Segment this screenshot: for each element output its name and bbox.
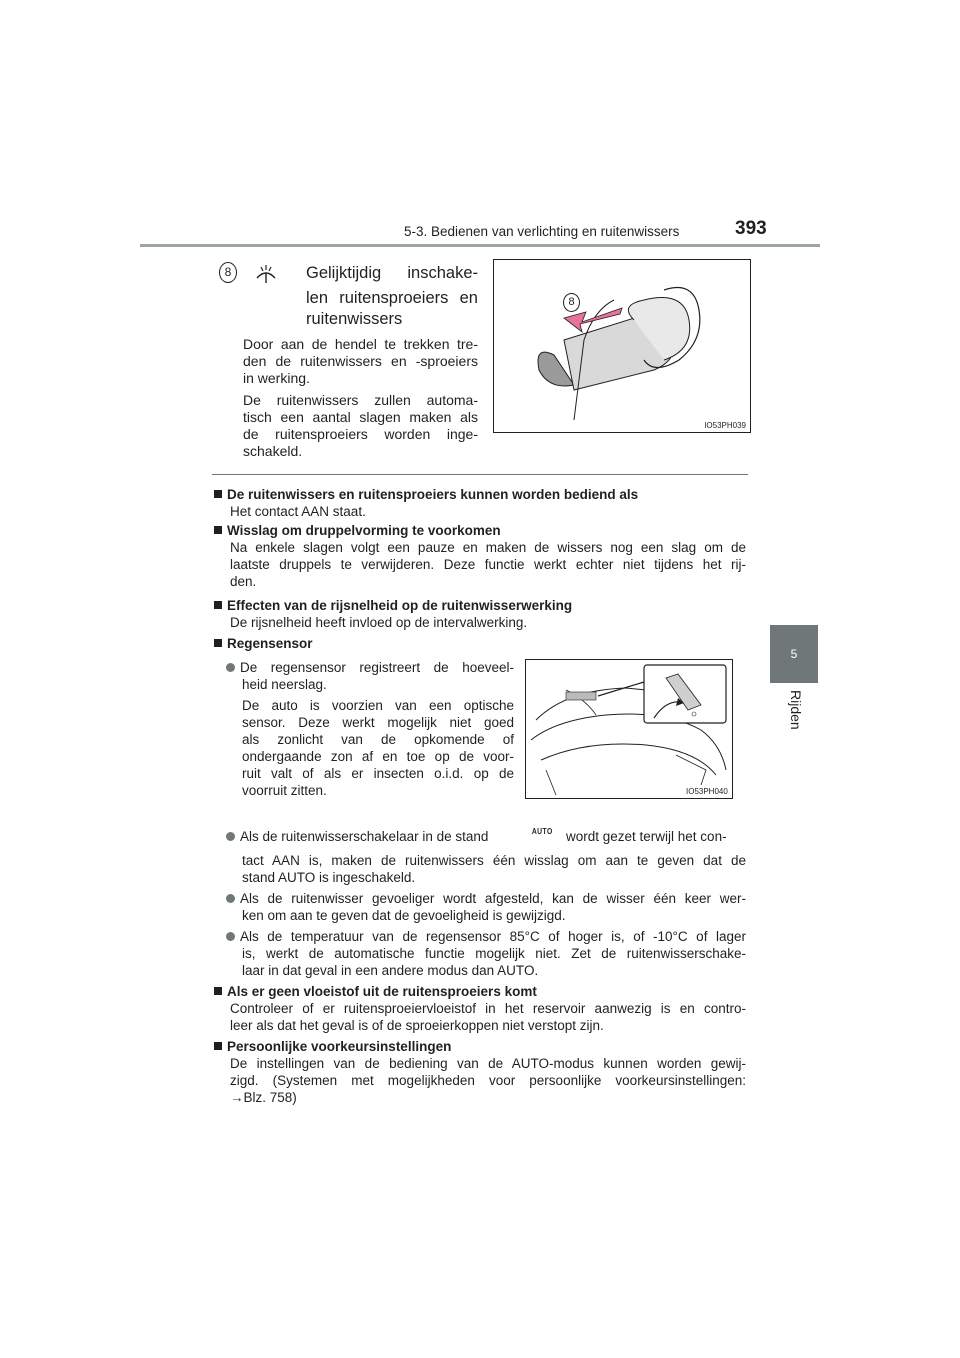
item-8-para1-line-1: Door aan de hendel te trekken tre- <box>243 336 478 352</box>
bullet-text: laar in dat geval in een andere modus dan AUTO. <box>242 963 539 978</box>
section-heading-operable: De ruitenwissers en ruitensproeiers kunnen worden bediend als <box>214 486 638 503</box>
section-text: den. <box>230 574 257 589</box>
bullet-text: ken om aan te geven dat de gevoeligheid is gewijzigd. <box>242 908 566 923</box>
wiper-lever-illustration <box>494 260 750 432</box>
chapter-tab <box>770 625 818 683</box>
washer-wiper-icon <box>254 262 278 286</box>
rain-sensor-figure <box>525 659 733 799</box>
section-heading-rain-sensor: Regensensor <box>214 635 313 652</box>
item-8-heading-line-3: ruitenwissers <box>306 310 403 328</box>
section-heading-customization: Persoonlijke voorkeursinstellingen <box>214 1038 451 1055</box>
section-heading-droplet: Wisslag om druppelvorming te voorkomen <box>214 522 501 539</box>
section-text: De rijsnelheid heeft invloed op de intervalwerking. <box>230 615 528 630</box>
header-rule <box>140 244 820 247</box>
chapter-label-text: Rijden <box>788 690 804 730</box>
bullet-item: Als de ruitenwisser gevoeliger wordt afgesteld, kan de wisser één keer wer- <box>226 890 746 907</box>
bullet-text: is, werkt de automatische functie mogelijk niet. Zet de ruitenwisserschake- <box>242 946 746 961</box>
section-text: zigd. (Systemen met mogelijkheden voor persoonlijke voorkeursinstellingen: <box>230 1073 746 1088</box>
bullet-text: als zonlicht van de opkomende of <box>242 732 514 747</box>
bullet-item: De regensensor registreert de hoeveel- <box>226 659 514 676</box>
item-8-marker: 8 <box>219 262 237 283</box>
auto-mode-icon: AUTO <box>531 827 553 836</box>
section-heading-no-fluid: Als er geen vloeistof uit de ruitensproeiers komt <box>214 983 537 1000</box>
figure-item-8-marker: 8 <box>563 293 580 312</box>
section-text: Controleer of er ruitensproeiervloeistof in het reservoir aanwezig is en contro- <box>230 1001 746 1016</box>
bullet-item: Als de temperatuur van de regensensor 85°C of hoger is, of -10°C of lager <box>226 928 746 945</box>
section-text: Na enkele slagen volgt een pauze en maken de wissers nog een slag om de <box>230 540 746 555</box>
item-8-heading-line-1: Gelijktijdig inschake- <box>306 264 478 282</box>
rain-sensor-illustration <box>526 660 732 798</box>
bullet-text: ondergaande zon af en toe op de voor- <box>242 749 514 764</box>
chapter-number: 5 <box>790 647 798 661</box>
bullet-text: voorruit zitten. <box>242 783 327 798</box>
item-8-para2-line-1: De ruitenwissers zullen automa- <box>243 392 478 408</box>
bullet-text: heid neerslag. <box>242 677 327 692</box>
section-text: Het contact AAN staat. <box>230 504 366 519</box>
page-reference-link[interactable]: →Blz. 758) <box>230 1090 297 1105</box>
figure-code: IO53PH039 <box>704 421 746 430</box>
bullet-text: tact AAN is, maken de ruitenwissers één wisslag om aan te geven dat de <box>242 853 746 868</box>
item-8-para2-line-2: tisch een aantal slagen maken als <box>243 409 478 425</box>
figure-code: IO53PH040 <box>686 787 728 796</box>
page-number: 393 <box>735 218 767 239</box>
item-8-para2-line-3: de ruitensproeiers worden inge- <box>243 426 478 442</box>
item-8-heading-line-2: len ruitensproeiers en <box>306 289 478 307</box>
section-text: leer als dat het geval is of de sproeierkoppen niet verstopt zijn. <box>230 1018 604 1033</box>
section-title: 5-3. Bedienen van verlichting en ruitenwissers <box>404 224 680 239</box>
item-8-para2-line-4: schakeld. <box>243 443 303 459</box>
section-heading-speed: Effecten van de rijsnelheid op de ruitenwisserwerking <box>214 597 572 614</box>
bullet-text: sensor. Deze werkt mogelijk niet goed <box>242 715 514 730</box>
item-8-para1-line-3: in werking. <box>243 370 310 386</box>
item-8-para1-line-2: den de ruitenwissers en -sproeiers <box>243 353 478 369</box>
section-text: De instellingen van de bediening van de AUTO-modus kunnen worden gewij- <box>230 1056 746 1071</box>
bullet-text: De auto is voorzien van een optische <box>242 698 514 713</box>
wiper-lever-figure <box>493 259 751 433</box>
bullet-item: Als de ruitenwisserschakelaar in de stand <box>226 828 488 845</box>
bullet-text: wordt gezet terwijl het con- <box>566 829 727 844</box>
section-text: laatste druppels te verwijderen. Deze functie werkt echter niet tijdens het rij- <box>230 557 746 572</box>
bullet-text: ruit valt of als er insecten o.i.d. op de <box>242 766 514 781</box>
chapter-label <box>782 690 806 750</box>
section-divider <box>212 474 748 475</box>
bullet-text: stand AUTO is ingeschakeld. <box>242 870 416 885</box>
